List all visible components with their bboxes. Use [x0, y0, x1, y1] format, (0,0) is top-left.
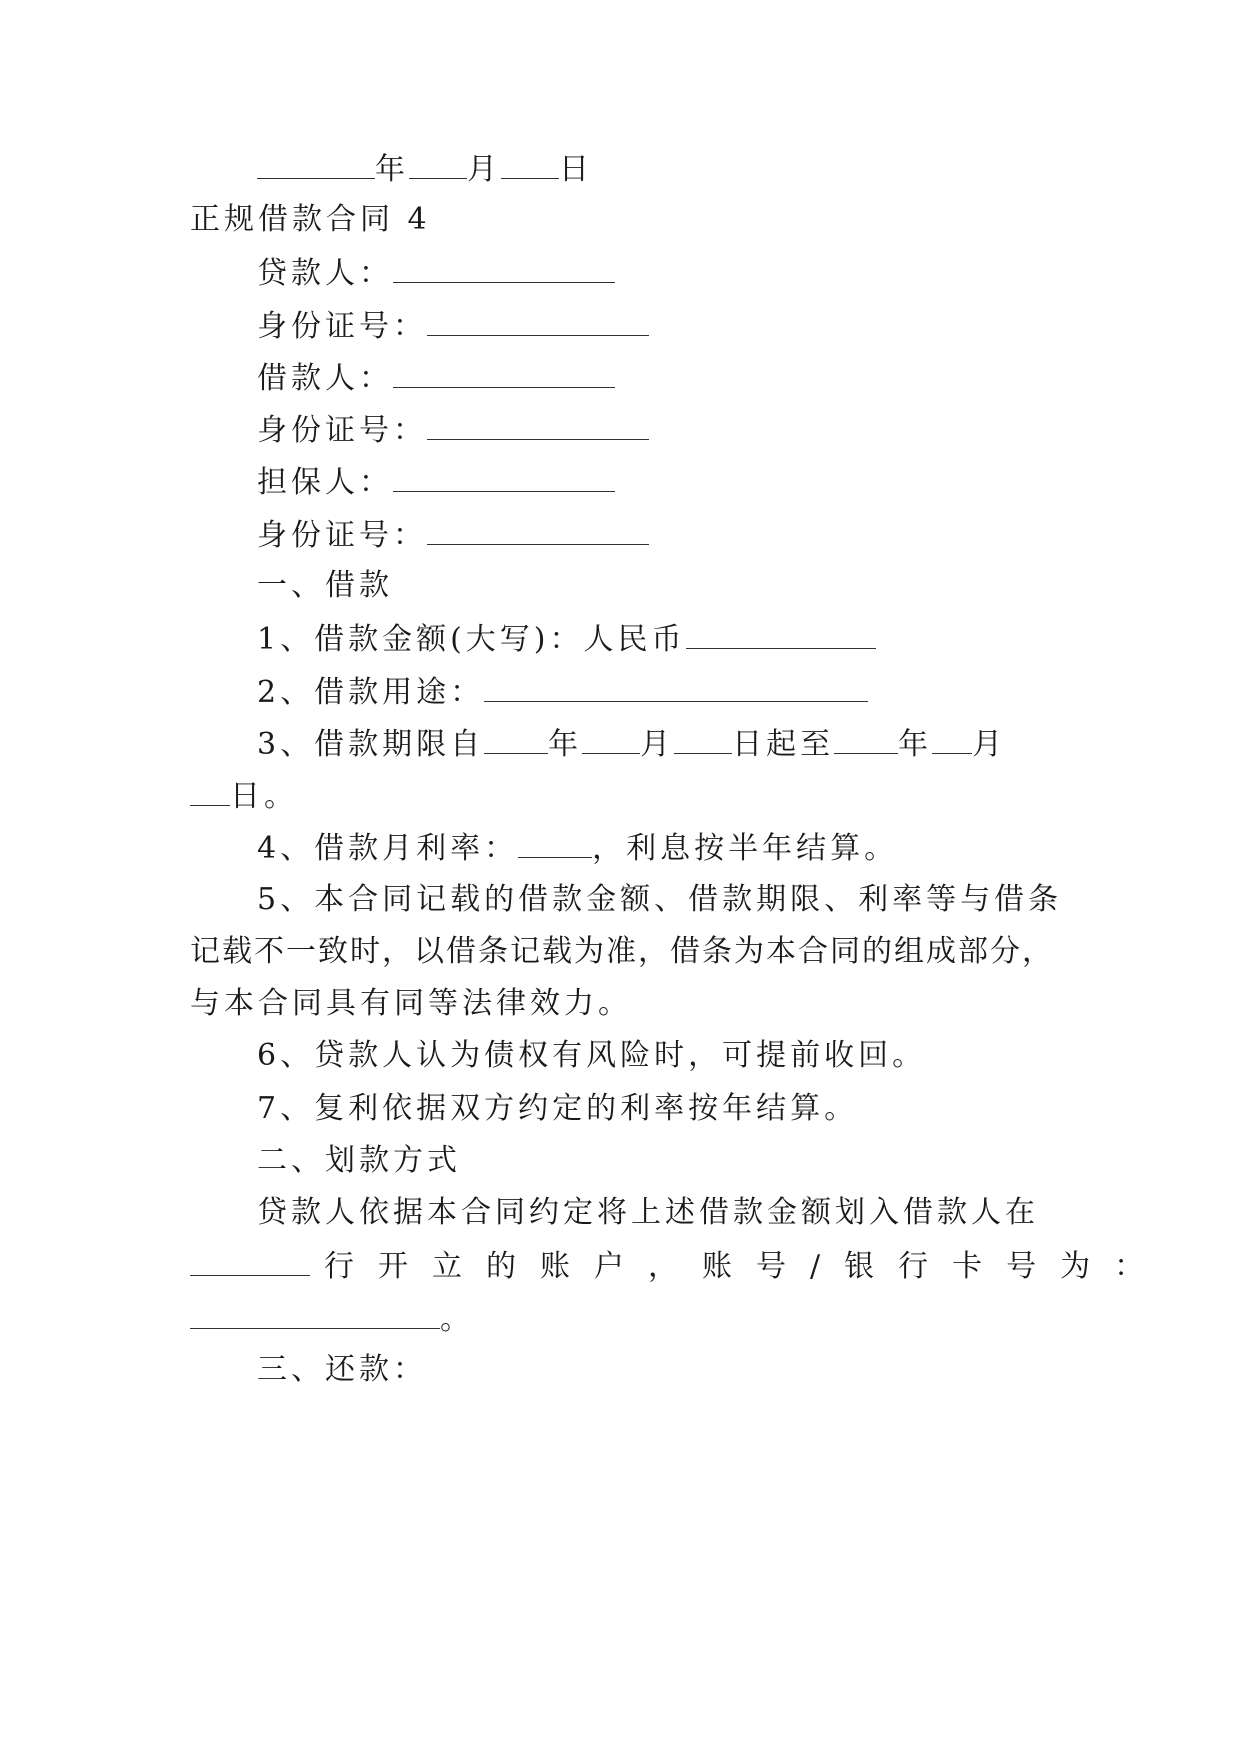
item4-suffix: ，利息按半年结算。 — [592, 831, 899, 866]
item5-line2: 记载不一致时，以借条记载为准，借条为本合同的组成部分， — [190, 934, 1054, 969]
item3-line — [257, 723, 1052, 765]
blank-purpose — [484, 671, 868, 702]
lender-id-line — [257, 305, 1052, 347]
item3-year2: 年 — [898, 727, 933, 762]
blank-bank — [190, 1245, 310, 1276]
section2-line2-text: 行开立的账户，账号/银行卡号为： — [324, 1249, 1169, 1284]
guarantor-id-line — [257, 514, 1052, 556]
section2-line3 — [190, 1298, 1052, 1340]
item2-text: 2、借款用途： — [257, 675, 485, 710]
section1-heading: 一、借款 — [257, 568, 393, 603]
item4-line — [257, 827, 1052, 869]
lender-id-label: 身份证号： — [257, 309, 427, 344]
item3-tail: 日。 — [230, 779, 298, 814]
item7-line: 7、复利依据双方约定的利率按年结算。 — [257, 1091, 859, 1126]
item3-year: 年 — [548, 727, 583, 762]
blank-rate — [518, 827, 592, 858]
blank-to-month — [932, 723, 972, 754]
item1-text: 1、借款金额(大写)：人民币 — [257, 622, 686, 657]
item3-prefix: 3、借款期限自 — [257, 727, 485, 762]
item5-line1: 5、本合同记载的借款金额、借款期限、利率等与借条 — [257, 882, 1063, 917]
blank-borrower-id — [427, 409, 649, 440]
section2-heading: 二、划款方式 — [257, 1143, 461, 1178]
month-label: 月 — [467, 152, 501, 187]
section2-line2 — [190, 1245, 1169, 1287]
blank-to-year — [834, 723, 898, 754]
item3-month2: 月 — [972, 727, 1007, 762]
item1-line — [257, 618, 1052, 660]
item3-month: 月 — [640, 727, 675, 762]
section2-line1: 贷款人依据本合同约定将上述借款金额划入借款人在 — [257, 1195, 1039, 1230]
guarantor-label: 担保人： — [257, 465, 393, 500]
borrower-line — [257, 357, 1052, 399]
item5-line3: 与本合同具有同等法律效力。 — [190, 986, 632, 1021]
borrower-label: 借款人： — [257, 361, 393, 396]
document-title: 正规借款合同 4 — [190, 202, 431, 237]
blank-guarantor — [393, 461, 615, 492]
blank-account — [190, 1298, 440, 1329]
item3-day-from: 日起至 — [732, 727, 835, 762]
blank-day — [501, 148, 559, 179]
blank-from-year — [484, 723, 548, 754]
item6-line: 6、贷款人认为债权有风险时，可提前收回。 — [257, 1038, 927, 1073]
date-line — [257, 148, 1052, 190]
guarantor-line — [257, 461, 1052, 503]
day-label: 日 — [559, 152, 593, 187]
item3-continued — [190, 775, 1052, 817]
lender-line — [257, 252, 1052, 294]
blank-from-month — [582, 723, 640, 754]
blank-from-day — [674, 723, 732, 754]
borrower-id-label: 身份证号： — [257, 413, 427, 448]
item4-prefix: 4、借款月利率： — [257, 831, 519, 866]
blank-to-day — [190, 775, 230, 806]
guarantor-id-label: 身份证号： — [257, 518, 427, 553]
lender-label: 贷款人： — [257, 256, 393, 291]
blank-lender-id — [427, 305, 649, 336]
borrower-id-line — [257, 409, 1052, 451]
section2-line3-tail: 。 — [440, 1302, 474, 1337]
blank-amount — [686, 618, 876, 649]
blank-year — [257, 148, 375, 179]
blank-lender — [393, 252, 615, 283]
blank-month — [409, 148, 467, 179]
blank-borrower — [393, 357, 615, 388]
section3-heading: 三、还款： — [257, 1352, 427, 1387]
year-label: 年 — [375, 152, 409, 187]
item2-line — [257, 671, 1052, 713]
blank-guarantor-id — [427, 514, 649, 545]
